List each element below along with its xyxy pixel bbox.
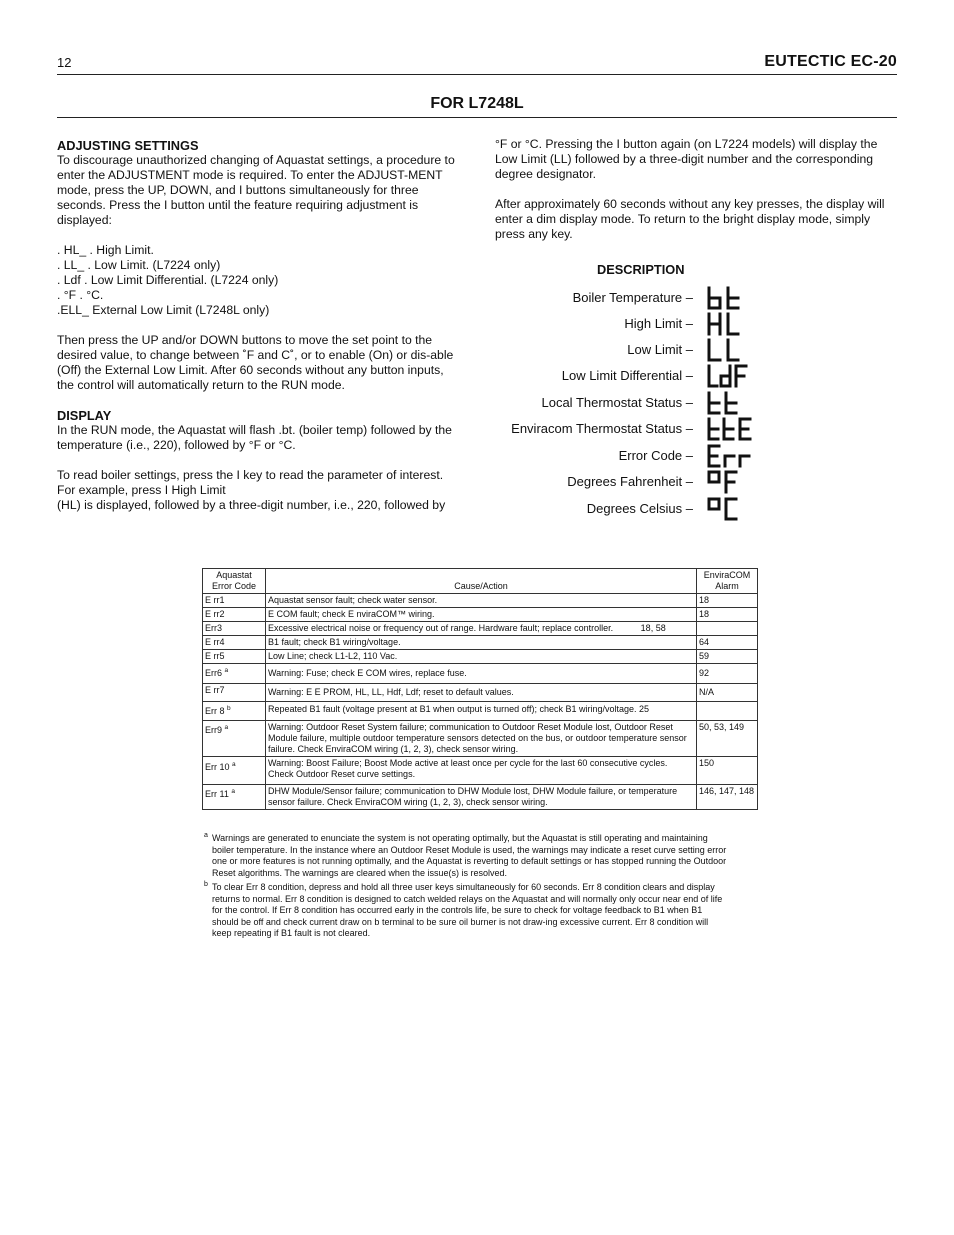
footnote-a bbox=[204, 833, 729, 879]
alarm-cell: 146, 147, 148 bbox=[697, 785, 758, 810]
adjusting-heading: ADJUSTING SETTINGS bbox=[57, 138, 199, 153]
description-label: Boiler Temperature – bbox=[572, 290, 693, 305]
description-label: Low Limit – bbox=[627, 342, 693, 357]
display-bt-icon bbox=[706, 286, 746, 310]
description-heading: DESCRIPTION bbox=[597, 262, 685, 277]
alarm-cell: 18 bbox=[697, 594, 758, 608]
alarm-cell: 18 bbox=[697, 608, 758, 622]
footnote-mark: b bbox=[204, 881, 208, 888]
display-degc-icon bbox=[706, 497, 746, 521]
alarm-cell: 92 bbox=[697, 664, 758, 684]
section-title: FOR L7248L bbox=[430, 95, 524, 112]
description-row bbox=[480, 364, 730, 388]
cause-cell: Low Line; check L1-L2, 110 Vac. bbox=[266, 650, 697, 664]
table-row bbox=[203, 702, 758, 721]
header-rule bbox=[57, 74, 897, 75]
table-row bbox=[203, 721, 758, 757]
alarm-cell: 59 bbox=[697, 650, 758, 664]
alarm-cell bbox=[697, 622, 758, 636]
header-error-code: Aquastat Error Code bbox=[203, 569, 266, 594]
error-code-cell: E rr5 bbox=[203, 650, 266, 664]
header-enviracom-alarm: EnviraCOM Alarm bbox=[697, 569, 758, 594]
error-code-cell: E rr2 bbox=[203, 608, 266, 622]
table-row bbox=[203, 664, 758, 684]
description-row bbox=[480, 391, 730, 415]
cause-cell: Warning: Outdoor Reset System failure; communication to Outdoor Reset Module lost, Outdoor Reset Module failure, multiple outdoor temperature sensors detected on the bus, or outdoor temperature sensor failure. Check EnviraCOM wiring (1, 2, 3), check sensor wiring. bbox=[266, 721, 697, 757]
alarm-cell bbox=[697, 702, 758, 721]
cause-cell: Repeated B1 fault (voltage present at B1 when output is turned off); check B1 wiring/voltage. 25 bbox=[266, 702, 697, 721]
error-code-cell: E rr4 bbox=[203, 636, 266, 650]
table-row bbox=[203, 650, 758, 664]
table-row bbox=[203, 608, 758, 622]
description-row bbox=[480, 470, 730, 494]
footnote-mark: a bbox=[204, 832, 208, 839]
table-row bbox=[203, 757, 758, 785]
description-row bbox=[480, 497, 730, 521]
adjust-item: . HL_ . High Limit. bbox=[57, 243, 154, 257]
right-p1: °F or °C. Pressing the I button again (on L7224 models) will display the Low Limit (LL) followed by a three-digit number and the corresponding degree designator. bbox=[495, 137, 878, 181]
description-row bbox=[480, 417, 730, 441]
description-label: Local Thermostat Status – bbox=[541, 395, 693, 410]
display-tte-icon bbox=[706, 417, 754, 441]
cause-cell: E COM fault; check E nviraCOM™ wiring. bbox=[266, 608, 697, 622]
display-err-icon bbox=[706, 444, 752, 468]
display-p2: To read boiler settings, press the I key to read the parameter of interest. For example, press I High Limit bbox=[57, 468, 444, 497]
adjust-item: . Ldf . Low Limit Differential. (L7224 only) bbox=[57, 273, 279, 287]
display-tt-icon bbox=[706, 391, 746, 415]
description-label: Low Limit Differential – bbox=[561, 368, 693, 383]
error-code-cell: E rr7 bbox=[203, 684, 266, 702]
adjusting-after: Then press the UP and/or DOWN buttons to move the set point to the desired value, to change between ˚F and C˚, or to enable (On) or dis-able (Off) the External Low Limit. After 60 seconds without any button inputs, the control will automatically return to the RUN mode. bbox=[57, 333, 454, 392]
description-row bbox=[480, 338, 730, 362]
cause-cell: Warning: Fuse; check E COM wires, replace fuse. bbox=[266, 664, 697, 684]
error-code-cell: Err3 bbox=[203, 622, 266, 636]
footnotes bbox=[204, 833, 729, 943]
left-column bbox=[57, 138, 462, 513]
alarm-cell: N/A bbox=[697, 684, 758, 702]
table-row bbox=[203, 684, 758, 702]
description-label: Degrees Celsius – bbox=[586, 501, 693, 516]
cause-cell: Warning: E E PROM, HL, LL, Hdf, Ldf; reset to default values. bbox=[266, 684, 697, 702]
description-label: High Limit – bbox=[624, 316, 693, 331]
cause-cell: Warning: Boost Failure; Boost Mode active at least once per cycle for the last 60 consecutive cycles. Check Outdoor Reset curve settings. bbox=[266, 757, 697, 785]
display-hl-icon bbox=[706, 312, 746, 336]
header-cause-action: Cause/Action bbox=[266, 569, 697, 594]
error-code-cell: Err 11 $^a$ bbox=[203, 785, 266, 810]
error-code-cell: Err9 $^a$ bbox=[203, 721, 266, 757]
section-rule bbox=[57, 117, 897, 118]
table-row bbox=[203, 622, 758, 636]
display-heading: DISPLAY bbox=[57, 408, 112, 423]
brand-title: EUTECTIC EC-20 bbox=[764, 53, 897, 70]
adjusting-intro: To discourage unauthorized changing of Aquastat settings, a procedure to enter the ADJUSTMENT mode is required. To enter the ADJUST-MENT mode, press the UP, DOWN, and I buttons simultaneously for three seconds. Press the I button until the feature requiring adjustment is displayed: bbox=[57, 153, 455, 227]
footnote-text: To clear Err 8 condition, depress and hold all three user keys simultaneously for 60 seconds. Err 8 condition clears and display returns to normal. Err 8 condition is designed to catch welded relays on the Aquastat and will normally only occur near end of life for the control. If Err 8 condition has occurred early in the controls life, be sure to check for voltage feedback to B1 when B1 should be off and check current draw on b terminal to be sure oil burner is not draw-ing excessive current. Err 8 condition will keep repeating if B1 fault is not cleared. bbox=[212, 882, 723, 938]
description-row bbox=[480, 286, 730, 310]
display-ldf-icon bbox=[706, 364, 752, 388]
description-label: Degrees Fahrenheit – bbox=[567, 474, 693, 489]
adjust-item: . °F . °C. bbox=[57, 288, 104, 302]
cause-cell: Excessive electrical noise or frequency out of range. Hardware fault; replace controller. 18, 58 bbox=[266, 622, 697, 636]
table-header-row bbox=[203, 569, 758, 594]
right-p2: After approximately 60 seconds without any key presses, the display will enter a dim display mode. To return to the bright display mode, simply press any key. bbox=[495, 197, 885, 241]
alarm-cell: 50, 53, 149 bbox=[697, 721, 758, 757]
adjust-item: .ELL_ External Low Limit (L7248L only) bbox=[57, 303, 270, 317]
display-ll-icon bbox=[706, 338, 746, 362]
adjust-item: . LL_ . Low Limit. (L7224 only) bbox=[57, 258, 221, 272]
alarm-cell: 150 bbox=[697, 757, 758, 785]
table-row bbox=[203, 785, 758, 810]
table-row bbox=[203, 636, 758, 650]
description-row bbox=[480, 444, 730, 468]
alarm-cell: 64 bbox=[697, 636, 758, 650]
display-p1: In the RUN mode, the Aquastat will flash .bt. (boiler temp) followed by the temperature (i.e., 220), followed by °F or °C. bbox=[57, 423, 452, 452]
error-code-table bbox=[202, 568, 758, 810]
error-code-cell: Err 10 $^a$ bbox=[203, 757, 266, 785]
table-row bbox=[203, 594, 758, 608]
error-code-cell: Err 8 $^b$ bbox=[203, 702, 266, 721]
page-number: 12 bbox=[57, 55, 72, 70]
description-label: Enviracom Thermostat Status – bbox=[511, 421, 693, 436]
display-degf-icon bbox=[706, 470, 746, 494]
cause-cell: B1 fault; check B1 wiring/voltage. bbox=[266, 636, 697, 650]
right-column bbox=[495, 137, 900, 242]
error-code-cell: E rr1 bbox=[203, 594, 266, 608]
footnote-text: Warnings are generated to enunciate the system is not operating optimally, but the Aquastat is still operating and maintaining boiler temperature. In the instance where an Outdoor Reset Module is used, the warnings may indicate a reset curve setting error one or more features is not running optimally, and the Aquastat is reverting to default settings or has stopped running the Outdoor Reset algorithms. The warnings are cleared when the issue(s) is resolved. bbox=[212, 833, 727, 878]
description-row bbox=[480, 312, 730, 336]
display-p3: (HL) is displayed, followed by a three-digit number, i.e., 220, followed by bbox=[57, 498, 446, 512]
footnote-b bbox=[204, 882, 729, 940]
description-label: Error Code – bbox=[618, 448, 693, 463]
error-code-cell: Err6 $^a$ bbox=[203, 664, 266, 684]
cause-cell: Aquastat sensor fault; check water sensor. bbox=[266, 594, 697, 608]
cause-cell: DHW Module/Sensor failure; communication to DHW Module lost, DHW Module failure, or temperature sensor failure. Check EnviraCOM wiring (1, 2, 3), check sensor wiring. bbox=[266, 785, 697, 810]
